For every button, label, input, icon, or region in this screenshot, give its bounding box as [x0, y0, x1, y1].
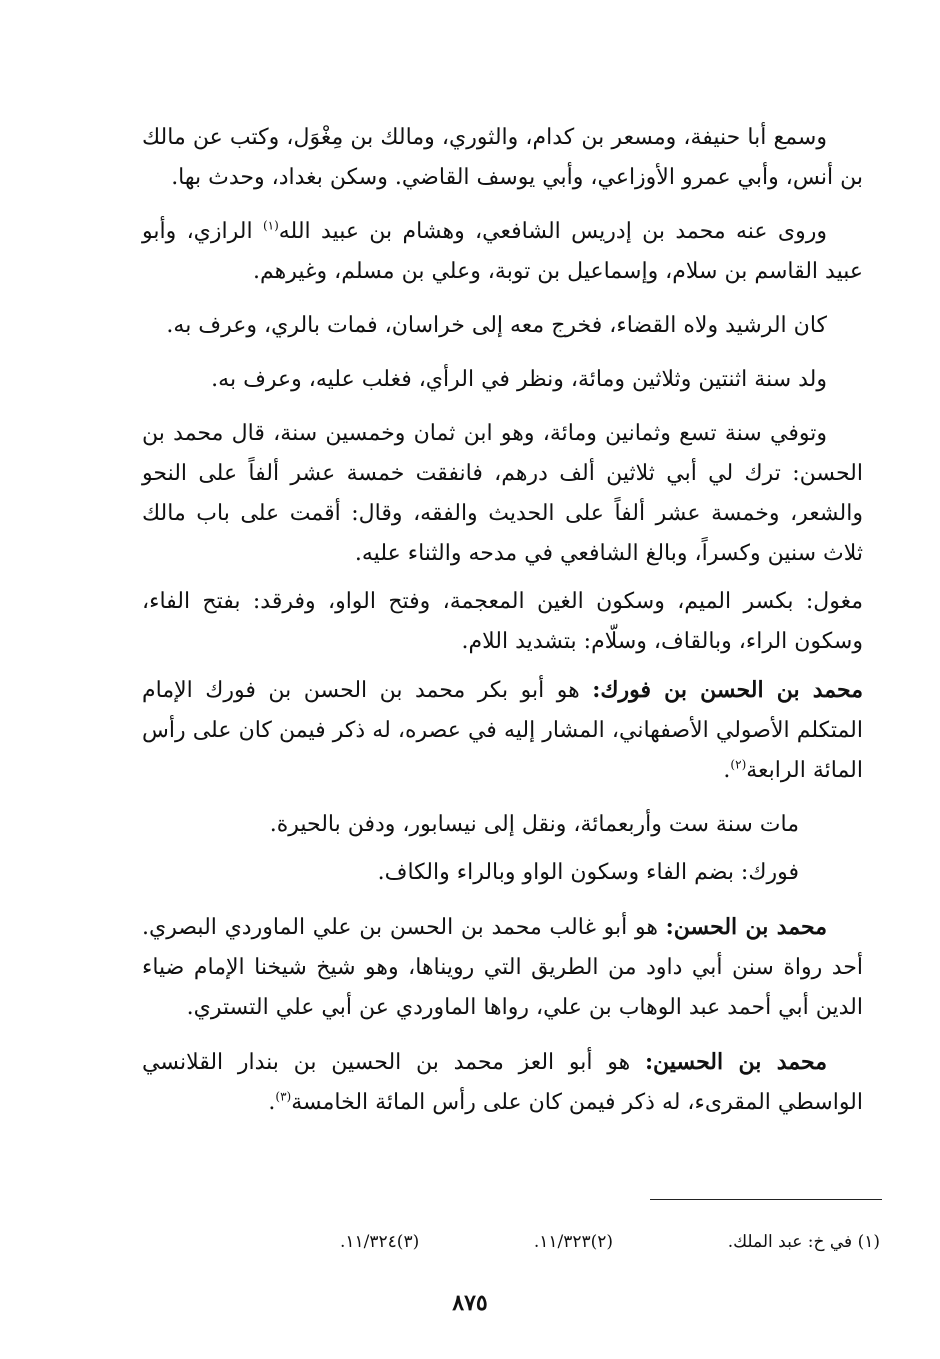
footnote-1: (١) في خ: عبد الملك.	[727, 1232, 880, 1252]
page-number: ٨٧٥	[452, 1290, 488, 1316]
entry-heading: محمد بن الحسين:	[644, 1049, 828, 1075]
paragraph-text: .	[723, 758, 731, 783]
paragraph-text: وسمع أبا حنيفة، ومسعر بن كدام، والثوري، ومالك بن مِغْوَل، وكتب عن مالك بن أنس، وأبي عمرو الأوزاعي، وأبي يوسف القاضي. وسكن بغداد، وحدث بها.	[142, 125, 863, 190]
paragraph-text: وروى عنه محمد بن إدريس الشافعي، وهشام بن عبيد الله	[278, 219, 827, 244]
entry-mawardi	[142, 907, 863, 1028]
paragraph-judgeship	[142, 306, 863, 346]
paragraph-text: الرازي، وأبو عبيد القاسم بن سلام، وإسماعيل بن توبة، وعلي بن مسلم، وغيرهم.	[142, 219, 863, 284]
paragraph-furak-spelling	[142, 853, 863, 893]
footnote-marker: (٣)	[275, 1089, 292, 1104]
paragraph-text: هو أبو العز محمد بن الحسين بن بندار القلانسي الواسطي المقرىء، له ذكر فيمن كان على رأس المائة الخامسة	[142, 1050, 863, 1115]
paragraph-text: وتوفي سنة تسع وثمانين ومائة، وهو ابن ثمان وخمسين سنة، قال محمد بن الحسن: ترك لي أبي ثلاثين ألف درهم، فانفقت خمسة عشر ألفاً على النحو والشعر، وخمسة عشر ألفاً على الحديث والفقه، وقال: أقمت على باب مالك ثلاث سنين وكسراً، وبالغ الشافعي في مدحه والثناء عليه.	[142, 421, 863, 566]
footnote-2: (٢)١١/٣٢٣.	[533, 1232, 614, 1252]
entry-qalanisi	[142, 1042, 863, 1123]
paragraph-text: هو أبو غالب محمد بن الحسن بن علي الماوردي البصري. أحد رواة سنن أبي داود من الطريق التي رويناها، وهو شيخ شيخنا الإمام ضياء الدين أبي أحمد عبد الوهاب بن علي، رواها الماوردي عن أبي علي التستري.	[142, 915, 863, 1020]
paragraph-text: كان الرشيد ولاه القضاء، فخرج معه إلى خراسان، فمات بالري، وعرف به.	[166, 313, 827, 338]
entry-ibn-furak	[142, 670, 863, 791]
paragraph-text: ولد سنة اثنتين وثلاثين ومائة، ونظر في الرأي، فغلب عليه، وعرف به.	[211, 367, 827, 392]
paragraph-teachers	[142, 118, 863, 198]
paragraph-text: .	[268, 1090, 276, 1115]
footnote-marker: (١)	[262, 218, 279, 233]
paragraph-spelling	[142, 582, 863, 662]
footnotes	[340, 1230, 880, 1254]
paragraph-death-furak	[142, 805, 863, 845]
entry-heading: محمد بن الحسن بن فورك:	[592, 677, 863, 703]
paragraph-text: مغول: بكسر الميم، وسكون الغين المعجمة، وفتح الواو، وفرقد: بفتح الفاء، وسكون الراء، وبالقاف، وسلّام: بتشديد اللام.	[142, 589, 863, 654]
footnote-marker: (٢)	[730, 757, 747, 772]
footnote-3: (٣)١١/٣٢٤.	[340, 1232, 420, 1252]
paragraph-text: هو أبو بكر محمد بن الحسن بن فورك الإمام المتكلم الأصولي الأصفهاني، المشار إليه في عصره، له ذكر فيمن كان على رأس المائة الرابعة	[142, 678, 863, 783]
paragraph-birth	[142, 360, 863, 400]
paragraph-students	[142, 212, 863, 292]
footnote-divider	[650, 1199, 882, 1200]
entry-heading: محمد بن الحسن:	[665, 914, 827, 940]
main-text	[142, 118, 863, 1137]
paragraph-death	[142, 414, 863, 574]
paragraph-text: فورك: بضم الفاء وسكون الواو وبالراء والكاف.	[377, 860, 799, 885]
paragraph-text: مات سنة ست وأربعمائة، ونقل إلى نيسابور، ودفن بالحيرة.	[269, 812, 799, 837]
